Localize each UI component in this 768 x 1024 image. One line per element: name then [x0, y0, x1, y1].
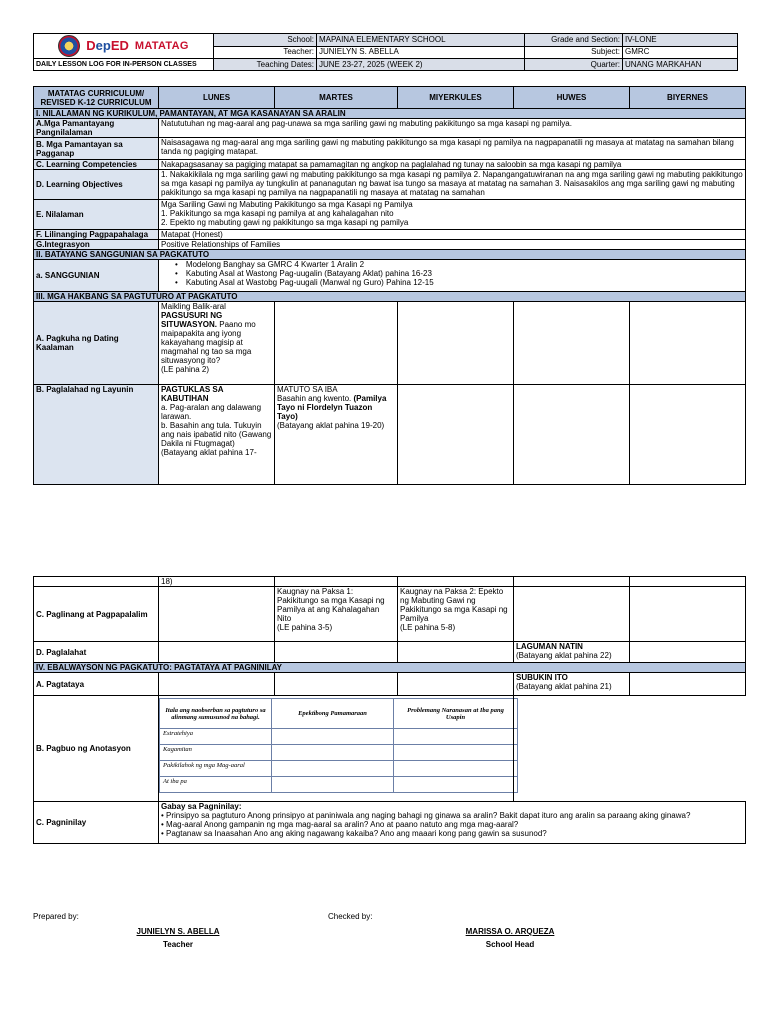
day-header-biyernes: BIYERNES — [630, 87, 746, 109]
anotasyon-table — [159, 698, 518, 793]
empty-cell — [159, 642, 275, 663]
anotasyon-input[interactable] — [272, 745, 394, 761]
row-label-dating-kaalaman: A. Pagkuha ng Dating Kaalaman — [34, 302, 159, 385]
empty-cell — [398, 673, 514, 696]
anotasyon-row-label: Kagamitan — [160, 745, 272, 761]
logo-block — [34, 34, 214, 59]
header-table — [33, 33, 738, 71]
anotasyon-row-label: Estratehiya — [160, 729, 272, 745]
school-label: School: — [214, 34, 317, 47]
pagtuklas-step-b: b. Basahin ang tula. Tukuyin ang nais ipabatid nito (Gawang Dakila ni Ftugmagat) — [161, 421, 272, 448]
row-label-pamantayan-pagganap: B. Mga Pamantayan sa Pagganap — [34, 138, 159, 160]
empty-cell — [275, 577, 398, 587]
anotasyon-input[interactable] — [272, 729, 394, 745]
empty-cell — [630, 696, 746, 802]
sanggunian-list — [159, 260, 746, 292]
empty-cell — [630, 577, 746, 587]
kaugnay-paksa-2-reference: (LE pahina 5-8) — [400, 623, 456, 632]
paglalahad-miyerkules — [398, 385, 514, 485]
grade-value: IV-LONE — [623, 34, 738, 47]
row-label-integrasyon: G.Integrasyon — [34, 240, 159, 250]
reference-item: • Modelong Banghay sa GMRC 4 Kwarter 1 Aralin 2 — [189, 260, 743, 269]
paglinang-huwes — [514, 587, 630, 642]
row-label-pagtataya: A. Pagtataya — [34, 673, 159, 696]
subukin-reference: (Batayang aklat pahina 21) — [516, 682, 612, 691]
row-label-competencies: C. Learning Competencies — [34, 160, 159, 170]
row-label-paglalahad: B. Paglalahad ng Layunin — [34, 385, 159, 485]
pagtataya-huwes — [514, 673, 630, 696]
dates-label: Teaching Dates: — [214, 59, 317, 71]
pagtuklas-reference-continued: 18) — [159, 577, 275, 587]
row-label-pamantayang-pangnilalaman: A.Mga Pamantayang Pangnilalaman — [34, 119, 159, 138]
day-header-lunes: LUNES — [159, 87, 275, 109]
lesson-log-table-continued — [33, 576, 746, 844]
row-label-paglinang: C. Paglinang at Pagpapalalim — [34, 587, 159, 642]
checked-by-label: Checked by: — [328, 912, 373, 921]
prepared-by-label: Prepared by: — [33, 912, 79, 921]
empty-cell — [514, 577, 630, 587]
anotasyon-input[interactable] — [394, 729, 518, 745]
dates-value: JUNE 23-27, 2025 (WEEK 2) — [317, 59, 525, 71]
grade-label: Grade and Section: — [525, 34, 623, 47]
competencies-text: Nakapagsasanay sa pagiging matapat sa pamamagitan ng angkop na paglalahad ng tunay na saloobin sa mga kasapi ng pamilya — [159, 160, 746, 170]
pagtuklas-reference: (Batayang aklat pahina 17- — [161, 448, 257, 457]
paglalahad-lunes — [159, 385, 275, 485]
pagninilay-guide: Gabay sa Pagninilay: — [161, 802, 242, 811]
pamantayan-pagganap-text: Naisasagawa ng mag-aaral ang mga sariling gawi ng mabuting pakikitungo sa mga kasapi ng pamilya na nagpapanatili ng masaya at matatag na samahan bilang tanda ng pagiging matapat. — [159, 138, 746, 160]
reference-item: • Kabuting Asal at Wastong Pag-uugalin (Batayang Aklat) pahina 16-23 — [189, 269, 743, 278]
paglalahat-huwes — [514, 642, 630, 663]
quarter-label: Quarter: — [525, 59, 623, 71]
section-4-title: IV. EBALWAYSON NG PAGKATUTO: PAGTATAYA AT PAGNINILAY — [34, 663, 746, 673]
empty-cell — [159, 673, 275, 696]
dating-kaalaman-biyernes — [630, 302, 746, 385]
anotasyon-row-label: At iba pa — [160, 777, 272, 793]
reference-item: • Kabuting Asal at Wastobg Pag-uugali (Manwal ng Guro) Pahina 12-15 — [189, 278, 743, 287]
matuto-reference: (Batayang aklat pahina 19-20) — [277, 421, 385, 430]
section-1-title: I. NILALAMAN NG KURIKULUM, PAMANTAYAN, AT MGA KASANAYAN SA ARALIN — [34, 109, 746, 119]
anotasyon-input[interactable] — [272, 761, 394, 777]
anotasyon-header-2: Epektibong Pamamaraan — [272, 699, 394, 729]
paglalahad-martes — [275, 385, 398, 485]
prepared-by-role: Teacher — [162, 940, 194, 949]
row-label-sanggunian: a. SANGGUNIAN — [34, 260, 159, 292]
pagninilay-mag-aaral: • Mag-aaral Anong gampanin ng mga mag-aaral sa aralin? Ano at paano natuto ang mga mag-aaral? — [161, 820, 519, 829]
anotasyon-row-label: Pakikilahok ng mga Mag-aaral — [160, 761, 272, 777]
row-label-paglalahat: D. Paglalahat — [34, 642, 159, 663]
empty-cell — [275, 642, 398, 663]
prepared-by-name: JUNIELYN S. ABELLA — [136, 927, 220, 936]
anotasyon-input[interactable] — [272, 777, 394, 793]
row-label-objectives: D. Learning Objectives — [34, 170, 159, 200]
balik-aral-text: Maikling Balik-aral — [161, 302, 226, 311]
subject-value: GMRC — [623, 46, 738, 59]
checked-by-name: MARISSA O. ARQUEZA — [465, 927, 555, 936]
paglinang-martes — [275, 587, 398, 642]
laguman-heading: LAGUMAN NATIN — [516, 642, 583, 651]
checked-by-role: School Head — [485, 940, 535, 949]
empty-cell — [398, 642, 514, 663]
anotasyon-input[interactable] — [394, 777, 518, 793]
row-label-pagpapahalaga: F. Lilinanging Pagpapahalaga — [34, 230, 159, 240]
matuto-text: Basahin ang kwento. — [277, 394, 354, 403]
deped-seal-icon — [58, 35, 80, 57]
nilalaman-text — [159, 200, 746, 230]
empty-cell — [630, 642, 746, 663]
paglalahad-huwes — [514, 385, 630, 485]
pagsusuri-text: Paano mo maipapakita ang iyong kakayahang magisip at magmahal ng tao sa mga situwasyong ito? — [161, 320, 256, 365]
pagpapahalaga-text: Matapat (Honest) — [159, 230, 746, 240]
paglalahad-biyernes — [630, 385, 746, 485]
objectives-text: 1. Nakakikilala ng mga sariling gawi ng mabuting pakikitungo sa mga kasapi ng pamilya 2. Napangangatuwiranan na ang mga sariling gawi ng mabuting pakikitungo sa mga kasapi ng pamilya ay tungkulin at pananagutan ng bawat isa tungo sa masaya at matatag na samahan 3. Naisasakilos ang mga sariling gawi ng mabuting pakikitungo sa mga kasapi ng pamilya na nagpapanatili ng masaya at matatag na samahan — [159, 170, 746, 200]
nilalaman-line-3: 2. Epekto ng mabuting gawi ng pakikitungo sa mga kasapi ng pamilya — [161, 218, 409, 227]
curriculum-header: MATATAG CURRICULUM/ REVISED K-12 CURRICULUM — [34, 87, 159, 109]
quarter-value: UNANG MARKAHAN — [623, 59, 738, 71]
dating-kaalaman-martes — [275, 302, 398, 385]
nilalaman-line-1: Mga Sariling Gawi ng Mabuting Pakikitungo sa mga Kasapi ng Pamilya — [161, 200, 413, 209]
school-value: MAPAINA ELEMENTARY SCHOOL — [317, 34, 525, 47]
pagsusuri-heading: PAGSUSURI NG SITUWASYON. — [161, 311, 223, 329]
laguman-reference: (Batayang aklat pahina 22) — [516, 651, 612, 660]
teacher-value: JUNIELYN S. ABELLA — [317, 46, 525, 59]
pagninilay-inaasahan: • Pagtanaw sa Inaasahan Ano ang aking nagawang kakaiba? Ano ang maaari kong pang gawin sa susunod? — [161, 829, 547, 838]
pamantayang-pangnilalaman-text: Natututuhan ng mag-aaral ang pag-unawa sa mga sariling gawi ng mabuting pakikitungo sa mga kasapi ng pamilya. — [159, 119, 746, 138]
pagninilay-prinsipyo: • Prinsipyo sa pagtuturo Anong prinsipyo at paniniwala ang naging bahagi ng ginawa sa aralin? Bakit dapat ituro ang aralin sa paraang aking ginawa? — [161, 811, 691, 820]
dll-title: DAILY LESSON LOG FOR IN-PERSON CLASSES — [34, 59, 214, 71]
dating-kaalaman-miyerkules — [398, 302, 514, 385]
continued-label-cell — [34, 577, 159, 587]
day-header-huwes: HUWES — [514, 87, 630, 109]
subukin-heading: SUBUKIN ITO — [516, 673, 568, 682]
empty-cell — [398, 577, 514, 587]
teacher-label: Teacher: — [214, 46, 317, 59]
anotasyon-cell — [159, 696, 514, 802]
kaugnay-paksa-2: Kaugnay na Paksa 2: Epekto ng Mabuting Gawi ng Pakikitungo sa mga Kasapi ng Pamilya — [400, 587, 508, 623]
anotasyon-header-3: Problemang Naranasan at Iba pang Usapin — [394, 699, 518, 729]
section-2-title: II. BATAYANG SANGGUNIAN SA PAGKATUTO — [34, 250, 746, 260]
matatag-logo: MATATAG — [134, 40, 189, 52]
row-label-nilalaman: E. Nilalaman — [34, 200, 159, 230]
day-header-miyerkules: MIYERKULES — [398, 87, 514, 109]
integrasyon-text: Positive Relationships of Families — [159, 240, 746, 250]
row-label-pagninilay: C. Pagninilay — [34, 802, 159, 844]
anotasyon-input[interactable] — [394, 745, 518, 761]
matuto-story: (Pamilya Tayo ni Flordelyn Tuazon Tayo) — [277, 394, 387, 421]
pagtuklas-step-a: a. Pag-aralan ang dalawang larawan. — [161, 403, 262, 421]
pagsusuri-reference: (LE pahina 2) — [161, 365, 210, 374]
pagninilay-text — [159, 802, 746, 844]
empty-cell — [275, 673, 398, 696]
empty-cell — [630, 673, 746, 696]
section-3-title: III. MGA HAKBANG SA PAGTUTURO AT PAGKATUTO — [34, 292, 746, 302]
anotasyon-input[interactable] — [394, 761, 518, 777]
paglinang-lunes — [159, 587, 275, 642]
deped-logo: DepED — [86, 38, 129, 53]
day-header-martes: MARTES — [275, 87, 398, 109]
row-label-anotasyon: B. Pagbuo ng Anotasyon — [34, 696, 159, 802]
paglinang-biyernes — [630, 587, 746, 642]
anotasyon-header-1: Itala ang naobserban sa pagtuturo sa alinmang sumusunod na bahagi. — [160, 699, 272, 729]
dating-kaalaman-huwes — [514, 302, 630, 385]
matuto-heading: MATUTO SA IBA — [277, 385, 338, 394]
kaugnay-paksa-1-reference: (LE pahina 3-5) — [277, 623, 333, 632]
paglinang-miyerkules — [398, 587, 514, 642]
subject-label: Subject: — [525, 46, 623, 59]
pagtuklas-heading: PAGTUKLAS SA KABUTIHAN — [161, 385, 224, 403]
kaugnay-paksa-1: Kaugnay na Paksa 1: Pakikitungo sa mga Kasapi ng Pamilya at ang Kahalagahan Nito — [277, 587, 385, 623]
nilalaman-line-2: 1. Pakikitungo sa mga kasapi ng pamilya at ang kahalagahan nito — [161, 209, 394, 218]
empty-cell — [514, 696, 630, 802]
lesson-log-table — [33, 86, 746, 485]
dating-kaalaman-lunes — [159, 302, 275, 385]
